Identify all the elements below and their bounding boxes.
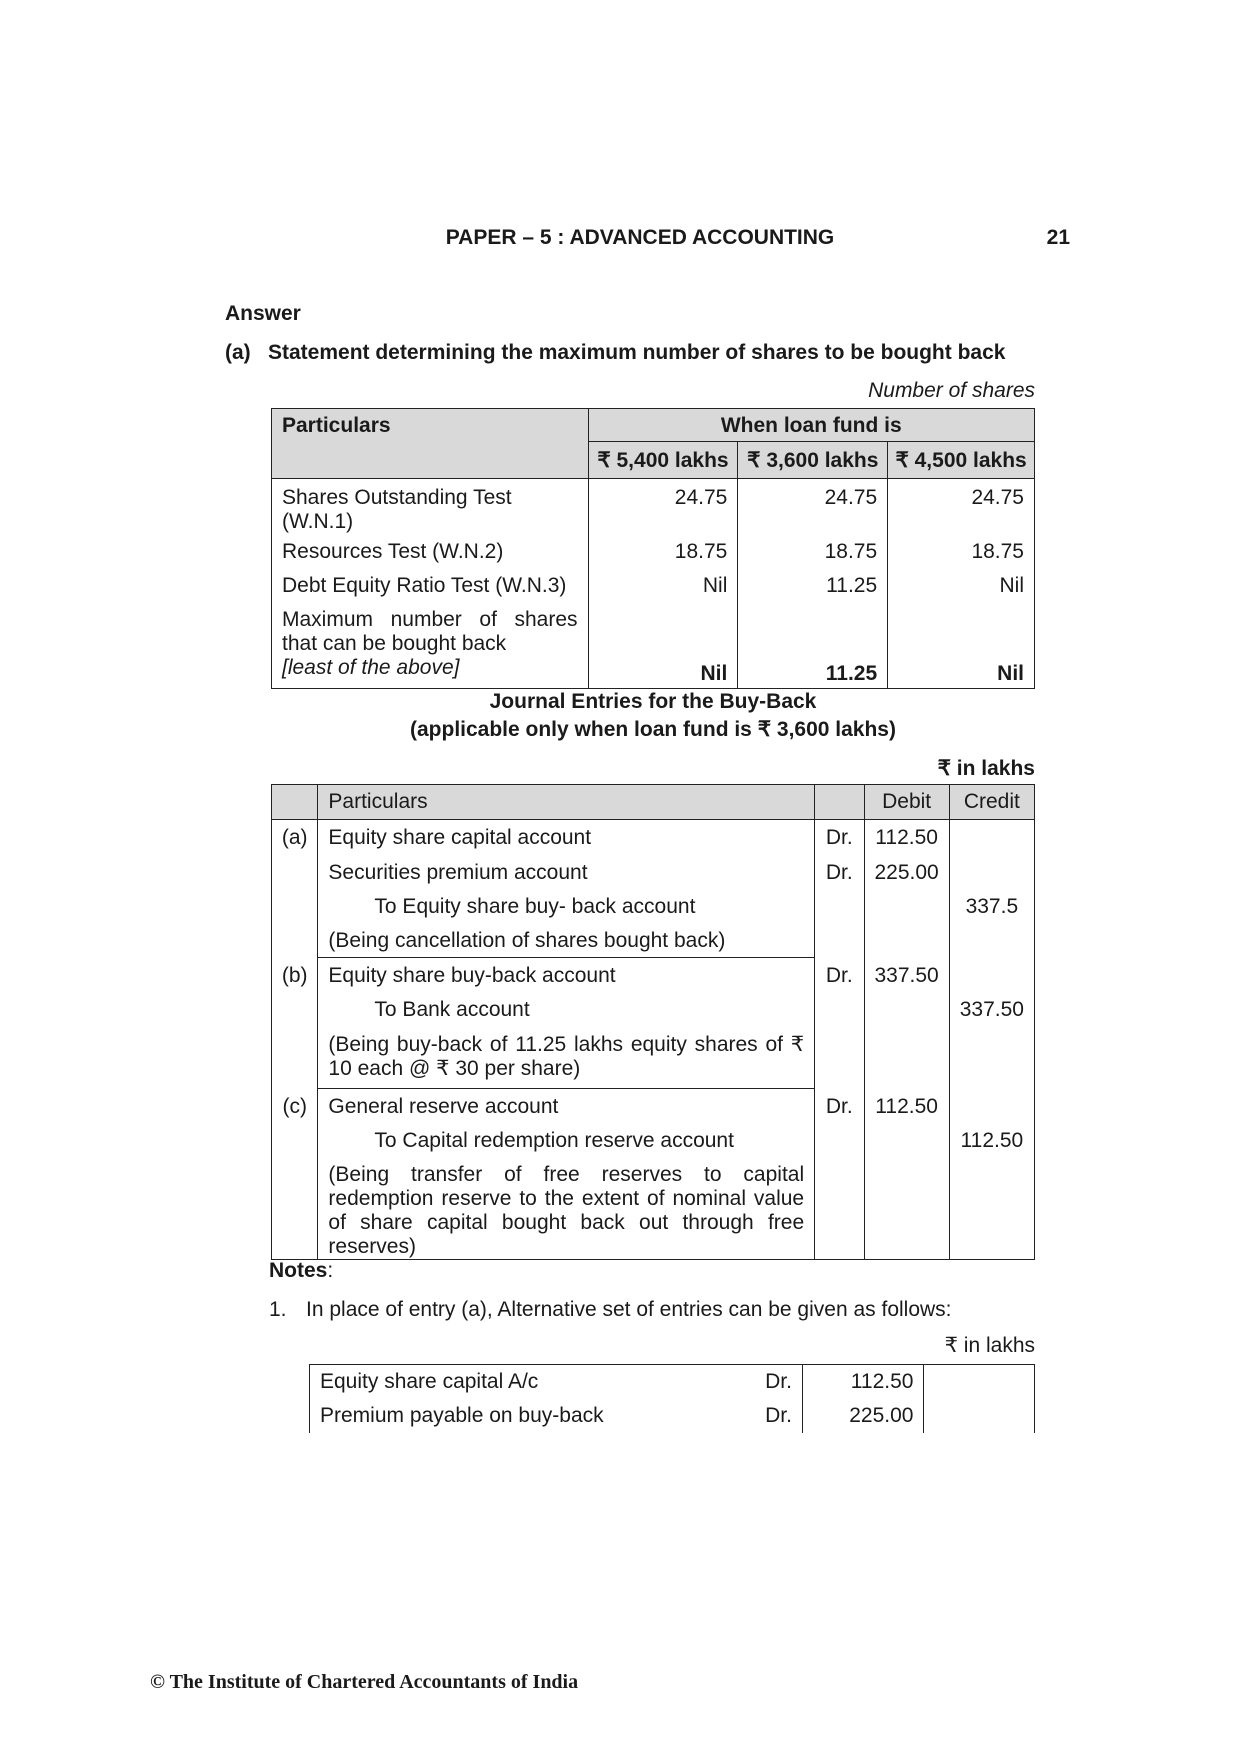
table-row	[272, 1123, 1035, 1157]
note-1-text: In place of entry (a), Alternative set of entries can be given as follows:	[306, 1298, 952, 1321]
debit-value	[864, 1123, 949, 1157]
credit-value	[949, 1157, 1034, 1260]
journal-header-row	[272, 785, 1035, 820]
dr-marker: Dr.	[815, 855, 864, 889]
table-row	[272, 1157, 1035, 1260]
particulars-header: Particulars	[318, 785, 815, 820]
alt-entry-label: Equity share capital A/c	[310, 1365, 754, 1400]
col-header-5400: ₹ 5,400 lakhs	[588, 442, 738, 479]
max-shares-label	[272, 602, 589, 688]
debit-value: 112.50	[864, 820, 949, 855]
table-row	[272, 568, 1035, 602]
row-label: Resources Test (W.N.2)	[272, 534, 589, 568]
entry-label-blank	[272, 1123, 318, 1157]
max-value-4500: Nil	[888, 602, 1035, 688]
credit-value	[924, 1365, 1035, 1400]
dr-marker: Dr.	[815, 820, 864, 855]
cell-value: Nil	[588, 568, 738, 602]
table-row	[272, 534, 1035, 568]
credit-value	[949, 923, 1034, 958]
debit-value	[864, 992, 949, 1027]
dr-marker: Dr.	[815, 1089, 864, 1123]
entry-label-blank	[272, 1157, 318, 1260]
table-row	[272, 855, 1035, 889]
entry-b-line1: Equity share buy-back account	[318, 958, 815, 992]
row-label: Shares Outstanding Test (W.N.1)	[272, 479, 589, 535]
cell-value: 24.75	[738, 479, 888, 535]
table-row	[310, 1399, 1035, 1433]
table-row	[310, 1365, 1035, 1400]
cell-value: 24.75	[888, 479, 1035, 535]
entry-a-narration: (Being cancellation of shares bought back)	[318, 923, 815, 958]
table-row	[272, 479, 1035, 535]
table-row	[272, 820, 1035, 855]
entry-c-narration: (Being transfer of free reserves to capital redemption reserve to the extent of nominal value of share capital bought back out through free reserves)	[318, 1157, 815, 1260]
credit-value	[949, 958, 1034, 992]
debit-value: 112.50	[864, 1089, 949, 1123]
debit-header: Debit	[864, 785, 949, 820]
max-shares-row	[272, 602, 1035, 688]
notes-colon: :	[327, 1259, 334, 1282]
table-row	[272, 1089, 1035, 1123]
max-shares-label-text: Maximum number of shares that can be bought back	[282, 608, 578, 655]
debit-value: 337.50	[864, 958, 949, 992]
credit-value	[949, 1027, 1034, 1089]
debit-value: 225.00	[864, 855, 949, 889]
entry-a-label: (a)	[272, 820, 318, 855]
table-row	[272, 1027, 1035, 1089]
entry-b-narration: (Being buy-back of 11.25 lakhs equity shares of ₹ 10 each @ ₹ 30 per share)	[318, 1027, 815, 1089]
dr-marker	[815, 1123, 864, 1157]
entry-c-label: (c)	[272, 1089, 318, 1123]
entry-a-line3: To Equity share buy- back account	[318, 889, 815, 923]
debit-value: 225.00	[802, 1399, 924, 1433]
credit-value: 112.50	[949, 1123, 1034, 1157]
dr-marker	[815, 923, 864, 958]
credit-value	[949, 855, 1034, 889]
dr-marker: Dr.	[754, 1365, 803, 1400]
particulars-header: Particulars	[272, 409, 589, 479]
cell-value: 18.75	[738, 534, 888, 568]
dr-marker	[815, 1157, 864, 1260]
entry-b-label: (b)	[272, 958, 318, 992]
entry-a-line1: Equity share capital account	[318, 820, 815, 855]
debit-value	[864, 923, 949, 958]
dr-marker: Dr.	[815, 958, 864, 992]
least-of-above-note: [least of the above]	[282, 656, 460, 679]
note-1-number: 1.	[269, 1298, 287, 1321]
cell-value: 18.75	[888, 534, 1035, 568]
cell-value: 11.25	[738, 568, 888, 602]
journal-title: Journal Entries for the Buy-Back	[489, 690, 817, 713]
answer-heading: Answer	[225, 302, 301, 325]
page-header-title: PAPER – 5 : ADVANCED ACCOUNTING	[445, 226, 835, 249]
table-row	[272, 958, 1035, 992]
dr-marker: Dr.	[765, 1404, 792, 1427]
dr-marker	[815, 1027, 864, 1089]
credit-header: Credit	[949, 785, 1034, 820]
journal-subtitle: (applicable only when loan fund is ₹ 3,600 lakhs)	[410, 718, 896, 741]
entry-label-blank	[272, 992, 318, 1027]
credit-value	[949, 1089, 1034, 1123]
entry-label-blank	[272, 889, 318, 923]
table-header-row	[272, 409, 1035, 442]
row-label: Debt Equity Ratio Test (W.N.3)	[272, 568, 589, 602]
section-a-label: (a)	[225, 341, 251, 364]
table-row	[272, 923, 1035, 958]
header-dr-cell	[815, 785, 864, 820]
entry-c-line2: To Capital redemption reserve account	[318, 1123, 815, 1157]
dr-marker	[815, 992, 864, 1027]
journal-unit: ₹ in lakhs	[937, 757, 1035, 780]
entry-c-line1: General reserve account	[318, 1089, 815, 1123]
cell-value: Nil	[888, 568, 1035, 602]
section-a-title: Statement determining the maximum number of shares to be bought back	[268, 341, 1006, 364]
col-header-3600: ₹ 3,600 lakhs	[738, 442, 888, 479]
dr-marker	[815, 889, 864, 923]
page-number: 21	[1046, 226, 1070, 249]
notes-unit: ₹ in lakhs	[944, 1334, 1035, 1357]
footer-copyright: © The Institute of Chartered Accountants of India	[150, 1671, 579, 1693]
debit-value	[864, 1027, 949, 1089]
notes-label: Notes	[269, 1259, 328, 1282]
entry-a-line2: Securities premium account	[318, 855, 815, 889]
journal-entries-table	[271, 784, 1035, 1260]
entry-label-blank	[272, 1027, 318, 1089]
buyback-statement-table	[271, 408, 1035, 689]
loan-fund-group-header: When loan fund is	[588, 409, 1034, 442]
cell-value: 18.75	[588, 534, 738, 568]
debit-value	[864, 889, 949, 923]
header-blank-cell	[272, 785, 318, 820]
credit-value	[949, 820, 1034, 855]
table-row	[272, 889, 1035, 923]
debit-value	[864, 1157, 949, 1260]
credit-value	[924, 1399, 1035, 1433]
credit-value: 337.5	[949, 889, 1034, 923]
cell-value: 24.75	[588, 479, 738, 535]
col-header-4500: ₹ 4,500 lakhs	[888, 442, 1035, 479]
max-value-3600: 11.25	[738, 602, 888, 688]
entry-b-line2: To Bank account	[318, 992, 815, 1027]
entry-label-blank	[272, 923, 318, 958]
alternative-entries-table	[309, 1364, 1035, 1433]
max-value-5400: Nil	[588, 602, 738, 688]
credit-value: 337.50	[949, 992, 1034, 1027]
number-of-shares-unit: Number of shares	[868, 379, 1035, 402]
entry-label-blank	[272, 855, 318, 889]
debit-value: 112.50	[802, 1365, 924, 1400]
table-row	[272, 992, 1035, 1027]
alt-entry-label: Premium payable on buy-back	[310, 1399, 754, 1433]
notes-heading	[269, 1259, 333, 1283]
